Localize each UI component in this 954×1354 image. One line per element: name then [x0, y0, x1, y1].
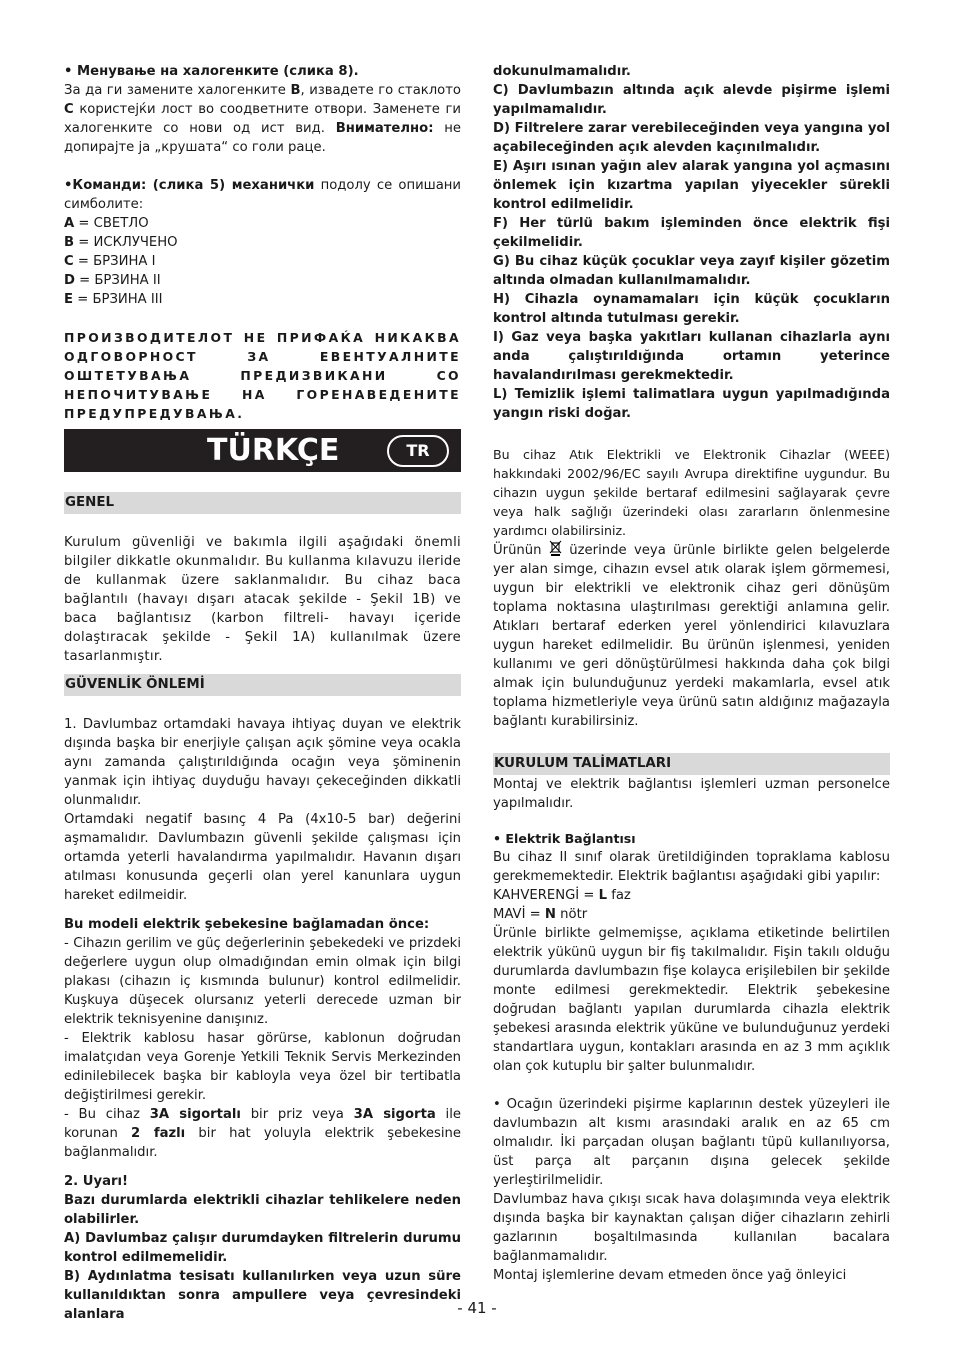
uyari-item-e: E) Aşırı ısınan yağın alev alarak yangına yol açmasını önlemek için kızartma yapılan yiyecekler sürekli kontrol edilmelidir.: [493, 159, 890, 212]
halogen-key-c: C: [64, 102, 74, 117]
command-item: A = СВЕТЛО: [64, 216, 149, 231]
uyari-item-c: C) Davlumbazın altında açık alevde pişirme işlemi yapılmamalıdır.: [493, 83, 890, 117]
connect-paragraph-3: - Bu cihaz 3A sigortalı bir priz veya 3A sigorta ile korunan 2 fazlı bir hat yoluyla elektrik şebekesine bağlanmalıdır.: [64, 1107, 461, 1160]
halogen-section: [64, 62, 461, 157]
language-banner: [64, 429, 461, 472]
uyari-heading: 2. Uyarı!: [64, 1174, 129, 1189]
wire-brown: KAHVERENGİ = L faz: [493, 888, 631, 903]
page-number: - 41 -: [457, 1299, 497, 1317]
connect-paragraph-1: - Cihazın gerilim ve güç değerlerinin şebekedeki ve prizdeki değerlere uygun olup olmadığından emin olmak için bilgi plakası (cihazın iç kısmında bulunur) kontrol edilmelidir. Kuşkuya düşecek olursanız yeterli derecede uzman bir elektrik teknisyenine danışınız.: [64, 936, 461, 1027]
language-badge: TR: [387, 435, 449, 467]
weee-paragraph-1: Bu cihaz Atık Elektrikli ve Elektronik Cihazlar (WEEE) hakkındaki 2002/96/EC sayılı Avrupa direktifine uygundur. Bu cihazın uygun şekilde bertaraf edilmesini sağlayarak çevre veya halk sağlığı üzerindeki olası zararların önlenmesine yardımcı olabilirsiniz.: [493, 447, 890, 538]
commands-text: подолу се опишани симболите:: [64, 178, 461, 212]
uyari-item-l: L) Temizlik işlemi talimatlara uygun yapılmadığında yangın riski doğar.: [493, 387, 890, 421]
section-heading-guvenlik: GÜVENLİK ÖNLEMİ: [64, 674, 461, 696]
uyari-continuation: dokunulmamalıdır.: [493, 64, 631, 79]
section-heading-genel: GENEL: [64, 492, 461, 514]
halogen-text: не допирајте ја „крушата“ со голи раце.: [64, 121, 461, 155]
genel-text: Kurulum güvenliği ve bakımla ilgili aşağıdaki önemli bilgiler dikkatle okunmalıdır. Bu kullanma kılavuzu ileride de kullanmak üzere saklanmalıdır. Bu cihaz baca bağlantılı (havayı dışarı atacak şekilde - Şekil 1B) ve baca bağlantısız (karbon filtreli- havayı içeride dolaştıracak şekilde - Şekil 1A) kullanılmak üzere tasarlanmıştır.: [64, 535, 461, 664]
crossed-bin-icon: [549, 540, 562, 556]
ocak-paragraph-3: Montaj işlemlerine devam etmeden önce yağ önleyici: [493, 1268, 847, 1283]
uyari-item-a: A) Davlumbaz çalışır durumdayken filtrelerin durumu kontrol edilmemelidir.: [64, 1231, 461, 1265]
guvenlik-paragraph-2: Ortamdaki negatif basınç 4 Pa (4x10-5 bar) değerini aşmamalıdır. Davlumbazın güvenli şekilde çalışması için ortamda yeterli havalandırma yapılmalıdır. Havanın dışarı atılması konusunda geçerli olan yerel kanunlara uygun hareket edilmeidir.: [64, 812, 461, 903]
command-item: E = БРЗИНА III: [64, 292, 163, 307]
elektrik-paragraph-1: Bu cihaz II sınıf olarak üretildiğinden topraklama kablosu gerekmemektedir. Elektrik bağlantısı aşağıdaki gibi yapılır:: [493, 850, 890, 884]
halogen-key-b: B: [290, 83, 301, 98]
guvenlik-paragraph-1: 1. Davlumbaz ortamdaki havaya ihtiyaç duyan ve elektrik dışında başka bir enerjiyle çalışan açık şömine veya ocakla aynı zamanda çalıştırıldığında ocağın veya şöminenin yanmak için ihtiyaç duyduğu havayı çekeceğinden dikkatli olunmalıdır.: [64, 717, 461, 808]
command-item: D = БРЗИНА II: [64, 273, 161, 288]
right-column: [493, 62, 890, 1285]
wire-blue: MAVİ = N nötr: [493, 907, 588, 922]
command-item: B = ИСКЛУЧЕНО: [64, 235, 178, 250]
uyari-intro: Bazı durumlarda elektrikli cihazlar tehlikelere neden olabilirler.: [64, 1193, 461, 1227]
halogen-text: За да ги замените халогенките: [64, 83, 291, 98]
uyari-item-i: I) Gaz veya başka yakıtları kullanan cihazlarla aynı anda çalıştırıldığında ortamın yeterince havalandırılması gerekmektedir.: [493, 330, 890, 383]
manufacturer-warning: ПРОИЗВОДИТЕЛОТ НЕ ПРИФАЌА НИКАКВА ОДГОВОРНОСТ ЗА ЕВЕНТУАЛНИТЕ ОШТЕТУВАЊА ПРЕДИЗВИКАНИ СО НЕПОЧИТУВАЊЕ НА ГОРЕНАВЕДЕНИТЕ ПРЕДУПРЕДУВАЊА.: [64, 330, 461, 421]
halogen-title: • Менување на халогенките (слика 8).: [64, 64, 359, 79]
ocak-paragraph-1: • Ocağın üzerindeki pişirme kaplarının destek yüzeyleri ile davlumbazın alt kısmı arasındaki aralık en az 65 cm olmalıdır. İki parçadan oluşan bağlantı tüpü kullanılıyorsa, üst parça alt parçanın dışına gelecek şekilde yerleştirilmelidir.: [493, 1097, 890, 1188]
connect-heading: Bu modeli elektrik şebekesine bağlamadan önce:: [64, 917, 430, 932]
commands-title: •Команди: (слика 5) механички: [64, 178, 315, 193]
halogen-text: користејќи лост во соодветните отвори. Заменете ги халогенките со нови од ист вид.: [64, 102, 461, 136]
connect-paragraph-2: - Elektrik kablosu hasar görürse, kablonun doğrudan imalatçıdan veya Gorenje Yetkili Teknik Servis Merkezinden edinilebilecek başka bir kabloyla veya özel bir tertibatla değiştirilmesi gerekir.: [64, 1031, 461, 1103]
ocak-paragraph-2: Davlumbaz hava çıkışı sıcak hava dolaşımında veya elektrik dışında başka bir kaynaktan çalışan diğer cihazların zehirli gazlarının boşaltılmasında kullanılan bacalara bağlanmamalıdır.: [493, 1192, 890, 1264]
uyari-item-f: F) Her türlü bakım işleminden önce elektrik fişi çekilmelidir.: [493, 216, 890, 250]
command-item: C = БРЗИНА I: [64, 254, 156, 269]
section-heading-kurulum: KURULUM TALİMATLARI: [493, 753, 890, 775]
left-column: [64, 62, 461, 1324]
uyari-item-d: D) Filtrelere zarar verebileceğinden veya yangına yol açabileceğinden açık alevden kaçınılmalıdır.: [493, 121, 890, 155]
elektrik-heading: • Elektrik Bağlantısı: [493, 831, 636, 846]
uyari-item-g: G) Bu cihaz küçük çocuklar veya zayıf kişiler gözetim altında olmadan kullanılmamalıdır.: [493, 254, 890, 288]
uyari-item-b: B) Aydınlatma tesisatı kullanılırken veya uzun süre kullanıldıktan sonra ampullere veya çevresindeki alanlara: [64, 1269, 461, 1322]
weee-paragraph-2: Ürünün üzerinde veya ürünle birlikte gelen belgelerde yer alan simge, cihazın evsel atık olarak işlem görmemesi, uygun bir elektrikli ve elektronik cihaz geri dönüşüm toplama noktasına ulaştırılması gerektiği anlamına gelir. Atıkları bertaraf ederken yerel yönlendirici kılavuzlara uygun hareket edilmelidir. Bu ürünün işlenmesi, yeniden kullanımı ve geri dönüştürülmesi hakkında daha çok bilgi almak için bulunduğunuz yerdeki makamlarla, evsel atık toplama hizmetleriyle veya ürünü satın aldığınız mağazayla bağlantı kurabilirsiniz.: [493, 540, 890, 731]
elektrik-paragraph-2: Ürünle birlikte gelmemişse, açıklama etiketinde belirtilen elektrik yükünü uygun bir fiş takılmalıdır. Fişin takılı olduğu durumlarda davlumbazın fişe kolayca erişilebilen bir şekilde monte edilmesi gerekmektedir. Elektrik şebekesine doğrudan bağlantı yapılan durumlarda cihazla elektrik şebekesi arasında elektrik yüküne ve bulunduğunuz yerdeki standartlara uygun, kontakları arasında en az 3 mm açıklık olan çok kutuplu bir şalter bulunmalıdır.: [493, 926, 890, 1074]
commands-section: [64, 176, 461, 309]
uyari-item-h: H) Cihazla oynamamaları için küçük çocukların kontrol altında tutulması gerekir.: [493, 292, 890, 326]
halogen-text: , извадете го стаклото: [300, 83, 461, 98]
kurulum-intro: Montaj ve elektrik bağlantısı işlemleri uzman personelce yapılmalıdır.: [493, 777, 890, 811]
banner-title: TÜRKÇE: [207, 433, 340, 468]
halogen-attention: Внимателно:: [335, 121, 434, 136]
